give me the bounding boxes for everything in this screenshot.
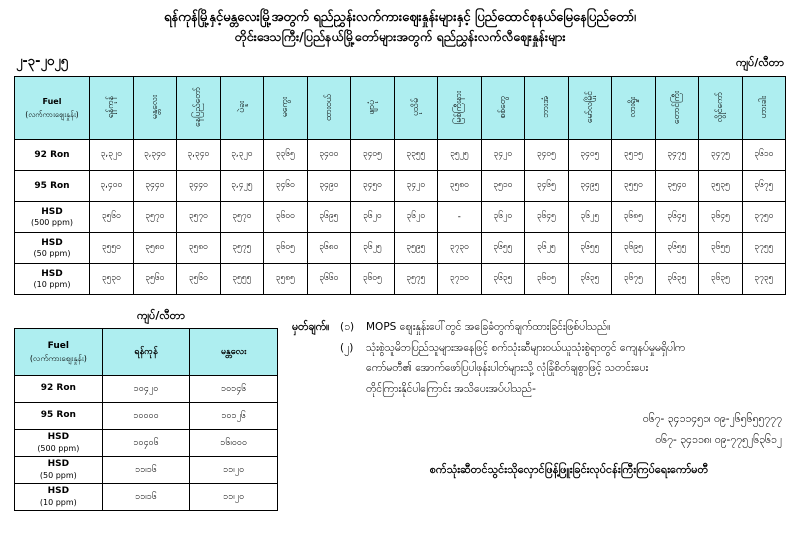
retail-table-block (14, 309, 278, 511)
table-row (15, 171, 786, 202)
column-header (177, 77, 221, 140)
price-cell: ၃၄၆၀ (264, 171, 308, 202)
price-cell: ၃၄၀၅ (525, 140, 569, 171)
price-cell: ၁၀၁၄၆ (190, 376, 278, 403)
price-cell: ၃၄၆၅ (525, 171, 569, 202)
price-cell: ၁၀၄၂၀ (102, 376, 190, 403)
price-cell: ၃၅၇၀ (177, 202, 221, 233)
title-block (14, 8, 786, 46)
price-cell: ၃,၃၂၀ (90, 140, 134, 171)
phone-line: ၀၆၇- ၃၄၁၁၈၊ ၀၉-၇၇၅၂၆၃၆၁၂ (655, 434, 782, 447)
small-table-unit-label: ကျပ်/လီတာ (137, 309, 185, 323)
meta-row (14, 53, 786, 72)
price-cell: ၃၅၆၀ (177, 264, 221, 295)
page-title-line-1: ရန်ကုန်မြို့နှင့်မန္တလေးမြို့အတွက် ရည်ညွှန်းလက်ကားဈေးနှုန်းများနှင့် ပြည်ထောင်စုနယ်မြေနေပြည်တော်၊ (163, 10, 637, 25)
price-cell: ၃၆၆၀ (307, 264, 351, 295)
column-header-label: တောင်ကြီး (671, 90, 682, 124)
price-cell: ၃၆၂၀ (394, 202, 438, 233)
price-cell: ၃၆၄၅ (699, 202, 743, 233)
price-cell: ၃၃၅၅ (394, 140, 438, 171)
column-header-label: နေပြည်တော် (193, 87, 203, 128)
unit-label: ကျပ်/လီတာ (736, 56, 784, 70)
price-cell: ၃၅၂၅ (438, 140, 482, 171)
column-header-label: မန္တလေး (149, 95, 160, 120)
table-row (15, 484, 278, 511)
price-cell: - (438, 202, 482, 233)
price-cell: ၃၄၉၅ (568, 171, 612, 202)
price-cell: ၃၆၅၅ (481, 233, 525, 264)
price-cell: ၃၆၉၅ (307, 202, 351, 233)
column-header (307, 77, 351, 140)
column-header (612, 77, 656, 140)
column-header-label: ထားဝယ် (323, 93, 334, 121)
price-cell: ၃၅၆၀ (90, 202, 134, 233)
row-label (15, 171, 90, 202)
row-label (15, 140, 90, 171)
column-header (742, 77, 786, 140)
column-header-label: ရန်ကုန် (106, 96, 116, 119)
column-header (525, 77, 569, 140)
price-cell: ၃၅၉၅ (394, 233, 438, 264)
price-cell: ၃၅၁၅ (612, 140, 656, 171)
issuing-committee: စက်သုံးဆီတင်သွင်းသိုလှောင်ဖြန့်ဖြူးခြင်းလုပ်ငန်းကြီးကြပ်ရေးကော်မတီ (429, 463, 709, 477)
row-label-text: HSD (47, 432, 70, 443)
column-header-label: မြစ်ကြီးနား (454, 90, 464, 124)
price-cell: ၃,၄၀၀ (90, 171, 134, 202)
price-cell: ၃၆၃၅ (655, 264, 699, 295)
note-item (292, 338, 786, 358)
price-cell: ၃၅၅၅ (220, 264, 264, 295)
price-cell: ၃၆၂၅ (568, 202, 612, 233)
price-cell: ၃၆၃၅ (568, 264, 612, 295)
price-cell: ၃၆၉၅ (612, 233, 656, 264)
column-header-label: လားရှိုး (628, 96, 638, 118)
price-cell: ၃၇၃၀ (438, 233, 482, 264)
table-row (15, 140, 786, 171)
fuel-header-label: Fuel (42, 96, 62, 106)
column-header (264, 77, 308, 140)
price-cell: ၃၄၀၅ (568, 140, 612, 171)
price-cell: ၃,၃၄၀ (177, 140, 221, 171)
table-header-row (15, 329, 278, 376)
column-header-label: လွိုင်ကော် (715, 92, 725, 123)
price-cell: ၃၄၀၀ (307, 140, 351, 171)
row-label-sub: (50 ppm) (39, 470, 77, 480)
price-cell: ၁၁၊၂၀ (190, 457, 278, 484)
row-label (15, 430, 103, 457)
price-cell: ၃၅၄၀ (655, 171, 699, 202)
column-header-label: ပဲခူး (236, 101, 247, 114)
price-cell: ၃၆၅၅ (699, 233, 743, 264)
table-row (15, 457, 278, 484)
price-cell: ၃၄၇၅ (655, 140, 699, 171)
column-header (90, 77, 134, 140)
price-cell: ၁၀၄၀၆ (102, 430, 190, 457)
column-header (655, 77, 699, 140)
table-row (15, 403, 278, 430)
column-header-label: မော်လမြိုင် (584, 91, 595, 124)
column-header (699, 77, 743, 140)
fuel-header-sublabel: (လက်ကားဈေးနှုန်း) (25, 109, 79, 119)
price-cell: ၃၆၇၅ (742, 171, 786, 202)
price-cell: ၃၆၀၅ (351, 264, 395, 295)
price-cell: ၃၆၁၀ (742, 140, 786, 171)
price-cell: ၃၄၄၀ (133, 171, 177, 202)
column-header-label: မကွေး (280, 97, 290, 118)
note-text: MOPS ဈေးနှုန်းပေါ်တွင် အခြေခံတွက်ချက်ထားခြင်းဖြစ်ပါသည်။ (366, 321, 611, 334)
row-label (15, 233, 90, 264)
row-label (15, 403, 103, 430)
row-label-text: 92 Ron (40, 383, 76, 394)
column-header-label: ဘားအံ (541, 96, 551, 119)
price-cell: ၃,၃၄၀ (133, 140, 177, 171)
fuel-header-label: Fuel (47, 340, 69, 351)
row-label-sub: (50 ppm) (33, 248, 71, 258)
price-cell: ၃၄၂၀ (394, 171, 438, 202)
column-header-label: ပုသိမ် (410, 98, 421, 117)
wholesale-price-table (14, 76, 786, 295)
price-cell: ၁၆၊၀၀၀ (190, 430, 278, 457)
price-cell: ၃၄၅၀ (351, 171, 395, 202)
notes-label: မှတ်ချက်။ (292, 321, 330, 334)
price-cell: ၁၁၊၁၆ (102, 457, 190, 484)
row-label (15, 202, 90, 233)
column-header (438, 77, 482, 140)
row-label-text: HSD (41, 237, 63, 248)
price-cell: ၃၅၇၀ (133, 202, 177, 233)
table-row (15, 376, 278, 403)
price-cell: ၃,၄၂၅ (220, 171, 264, 202)
fuel-header-cell (15, 329, 103, 376)
column-header-label: စစ်တွေ (497, 96, 508, 119)
column-header: မန္တလေး (190, 329, 278, 376)
table-row (15, 202, 786, 233)
column-header-label: ဖျာပုံ (367, 99, 377, 115)
price-cell: ၃၅၇၀ (220, 202, 264, 233)
price-cell: ၃၅၅၀ (90, 233, 134, 264)
contact-phone-list (292, 409, 786, 451)
row-label-sub: (10 ppm) (33, 279, 71, 289)
fuel-header-sublabel: (လက်ကားဈေးနှုန်း) (29, 354, 87, 364)
price-cell: ၃၅၃၀ (90, 264, 134, 295)
table-row (15, 430, 278, 457)
price-cell: ၃,၃၂၀ (220, 140, 264, 171)
price-cell: ၃၆၈၅ (612, 202, 656, 233)
row-label-text: HSD (41, 206, 63, 217)
price-cell: ၃၆၀၅ (525, 264, 569, 295)
row-label-text: 92 Ron (34, 150, 70, 161)
column-header (481, 77, 525, 140)
price-cell: ၃၆၇၅ (612, 264, 656, 295)
column-header: ရန်ကုန် (102, 329, 190, 376)
row-label-text: HSD (47, 486, 70, 497)
price-cell: ၃၄၉၀ (307, 171, 351, 202)
note-text-continued: တိုင်ကြားနိုင်ပါကြောင်း အသိပေးအပ်ပါသည်- (366, 382, 536, 395)
price-cell: ၃၆၅၅ (568, 233, 612, 264)
price-cell: ၃၅၈၅ (264, 264, 308, 295)
row-label (15, 376, 103, 403)
column-header (351, 77, 395, 140)
report-date: ၂-၃-၂၀၂၅ (16, 54, 68, 70)
price-cell: ၃၅၁၀ (481, 171, 525, 202)
table-row (15, 264, 786, 295)
row-label-text: HSD (47, 459, 70, 470)
fuel-header-cell (15, 77, 90, 140)
price-cell: ၃၅၇၅ (394, 264, 438, 295)
table-row (15, 233, 786, 264)
price-cell: ၁၁၊၁၆ (102, 484, 190, 511)
note-number: (၂) (340, 341, 354, 354)
price-cell: ၃၅၈၀ (177, 233, 221, 264)
price-cell: ၃၅၈၀ (438, 171, 482, 202)
phone-line: ၀၆၇- ၃၄၁၁၄၅၁၊ ၀၉-၂၆၅၆၅၅၇၇၇ (642, 413, 782, 426)
price-cell: ၃၄၇၅ (699, 140, 743, 171)
price-cell: ၃၇၃၅ (742, 264, 786, 295)
price-cell: ၃၆၄၅ (655, 202, 699, 233)
price-cell: ၃၅၆၀ (133, 264, 177, 295)
note-item (292, 317, 786, 337)
price-cell: ၃၆၀၀ (264, 202, 308, 233)
price-cell: ၁၀၁၂၆ (190, 403, 278, 430)
row-label-sub: (500 ppm) (30, 217, 73, 227)
note-text-continued: ကော်မတီ၏ အောက်ဖော်ပြပါဖုန်းပါတ်များသို့ လုံခြုံစိတ်ချစွာဖြင့် သတင်းပေး (366, 362, 649, 375)
price-cell: ၃၆၈၀ (307, 233, 351, 264)
price-cell: ၃၅၃၅ (699, 171, 743, 202)
row-label-text: 95 Ron (40, 410, 76, 421)
price-cell: ၃၇၁၀ (438, 264, 482, 295)
price-cell: ၃၄၂၀ (481, 140, 525, 171)
price-cell: ၃၅၇၅ (220, 233, 264, 264)
price-cell: ၃၆၅၅ (655, 233, 699, 264)
row-label-text: 95 Ron (34, 181, 70, 192)
lower-section (14, 309, 786, 511)
price-cell: ၃၃၆၅ (264, 140, 308, 171)
row-label (15, 484, 103, 511)
price-cell: ၁၀၀၀၀ (102, 403, 190, 430)
price-cell: ၃၇၅၀ (742, 202, 786, 233)
price-cell: ၁၁၊၂၀ (190, 484, 278, 511)
column-header (394, 77, 438, 140)
price-cell: ၃၆၂၅ (525, 233, 569, 264)
price-cell: ၃၆၂၀ (351, 202, 395, 233)
price-cell: ၃၆၀၅ (264, 233, 308, 264)
price-cell: ၃၄၀၅ (351, 140, 395, 171)
row-label (15, 457, 103, 484)
price-cell: ၃၆၃၅ (481, 264, 525, 295)
row-label-sub: (10 ppm) (39, 497, 77, 507)
notes-block (292, 309, 786, 511)
price-cell: ၃၆၃၅ (699, 264, 743, 295)
column-header (568, 77, 612, 140)
row-label-sub: (500 ppm) (37, 443, 80, 453)
column-header (133, 77, 177, 140)
price-cell: ၃၄၄၀ (177, 171, 221, 202)
column-header (220, 77, 264, 140)
price-cell: ၃၅၅၀ (612, 171, 656, 202)
row-label (15, 264, 90, 295)
retail-price-table (14, 328, 278, 511)
note-text: သုံးစွဲသူမိဘပြည်သူများအနေဖြင့် စက်သုံးဆီများဝယ်ယူသုံးစွဲရာတွင် ကျေနပ်မှုမရှိပါက (366, 341, 686, 354)
table-header-row (15, 77, 786, 140)
page-title-line-2: တိုင်းဒေသကြီး/ပြည်နယ်မြို့တော်များအတွက် ရည်ညွှန်းလက်လီဈေးနှုန်းများ (234, 28, 566, 44)
price-cell: ၃၇၅၅ (742, 233, 786, 264)
note-number: (၁) (340, 321, 355, 334)
price-cell: ၃၅၈၀ (133, 233, 177, 264)
row-label-text: HSD (41, 268, 63, 279)
price-cell: ၃၆၂၀ (481, 202, 525, 233)
column-header-label: ဟားခါး (758, 96, 769, 119)
price-cell: ၃၆၂၅ (351, 233, 395, 264)
price-cell: ၃၆၄၅ (525, 202, 569, 233)
